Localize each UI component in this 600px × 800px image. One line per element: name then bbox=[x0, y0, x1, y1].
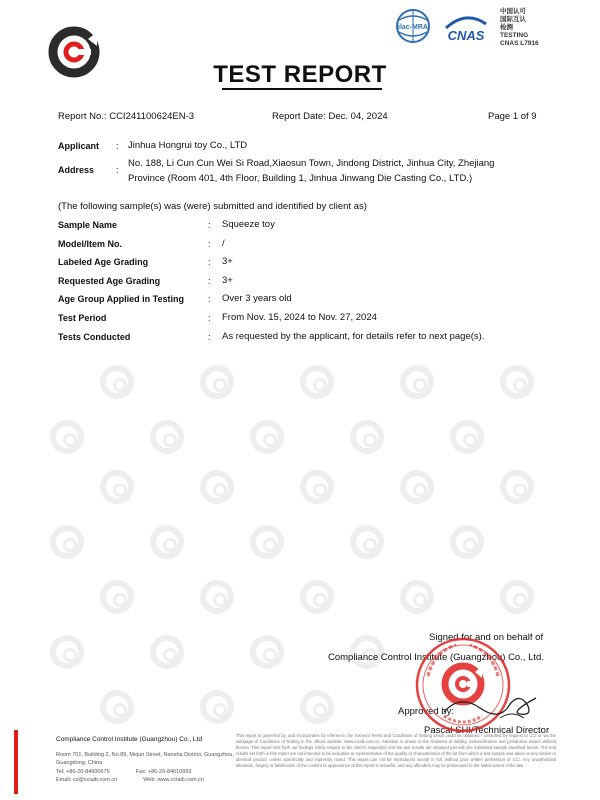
address-colon: : bbox=[116, 165, 119, 175]
sample-row-value: 3+ bbox=[222, 275, 233, 286]
footer-fax: Fax: +86-20-84610993 bbox=[135, 768, 192, 775]
sample-row-colon: : bbox=[208, 332, 211, 342]
watermark-icon bbox=[250, 525, 284, 559]
accreditation-number: CNAS L7916 bbox=[500, 40, 539, 47]
footer-company: Compliance Control Institute (Guangzhou) Co., Ltd bbox=[56, 736, 202, 743]
sample-row-value: As requested by the applicant, for details refer to next page(s). bbox=[222, 331, 485, 342]
page-title: TEST REPORT bbox=[213, 61, 387, 88]
sample-row-colon: : bbox=[208, 294, 211, 304]
footer-email[interactable]: Email: cs@cciaib.com.cn bbox=[56, 777, 118, 783]
watermark-icon bbox=[50, 525, 84, 559]
signed-on-behalf: Signed for and on behalf of bbox=[429, 632, 544, 643]
watermark-icon bbox=[450, 420, 484, 454]
sample-row-colon: : bbox=[208, 220, 211, 230]
watermark-icon bbox=[400, 580, 434, 614]
footer-tel: Tel: +86-20-84600675 bbox=[56, 768, 110, 775]
watermark-icon bbox=[500, 580, 534, 614]
watermark-icon bbox=[400, 365, 434, 399]
footer-accent-bar bbox=[14, 730, 18, 794]
ilac-mra-logo-icon bbox=[392, 8, 434, 48]
address-line: No. 188, Li Cun Cun Wei Si Road,Xiaosun Town, Jindong District, Jinhua City, Zhejiang bbox=[128, 158, 495, 169]
accreditation-cn-line: 检测 bbox=[500, 24, 513, 31]
watermark-icon bbox=[50, 420, 84, 454]
sample-row-label: Test Period bbox=[58, 313, 107, 323]
sample-row-value: From Nov. 15, 2024 to Nov. 27, 2024 bbox=[222, 312, 377, 323]
sample-row-colon: : bbox=[208, 276, 211, 286]
footer-address: Room 701, Building 2, No.89, Mejun Street, Nansha District, Guangzhou, bbox=[56, 751, 234, 758]
watermark-icon bbox=[150, 635, 184, 669]
title-underline bbox=[222, 88, 382, 90]
accreditation-cn-line: 中国认可 bbox=[500, 8, 526, 15]
watermark-icon bbox=[200, 690, 234, 724]
sample-row-label: Requested Age Grading bbox=[58, 276, 161, 286]
cnas-logo-icon bbox=[440, 12, 492, 46]
watermark-icon bbox=[300, 365, 334, 399]
sample-row-colon: : bbox=[208, 257, 211, 267]
handwritten-signature-icon bbox=[440, 688, 550, 724]
watermark-icon bbox=[100, 470, 134, 504]
watermark-icon bbox=[300, 690, 334, 724]
sample-row-value: / bbox=[222, 238, 225, 249]
footer-address: Guangdong, China bbox=[56, 760, 103, 766]
address-label: Address bbox=[58, 165, 95, 175]
watermark-icon bbox=[150, 525, 184, 559]
address-value bbox=[128, 156, 538, 186]
sample-row-label: Sample Name bbox=[58, 220, 118, 230]
sample-row-value: Over 3 years old bbox=[222, 293, 292, 304]
sample-row-colon: : bbox=[208, 313, 211, 323]
sample-row-colon: : bbox=[208, 239, 211, 249]
watermark-icon bbox=[250, 635, 284, 669]
watermark-icon bbox=[50, 635, 84, 669]
watermark-icon bbox=[300, 580, 334, 614]
applicant-colon: : bbox=[116, 141, 119, 151]
sample-row-label: Tests Conducted bbox=[58, 332, 131, 342]
sample-row-label: Model/Item No. bbox=[58, 239, 123, 249]
watermark-icon bbox=[100, 580, 134, 614]
watermark-icon bbox=[350, 525, 384, 559]
applicant-label: Applicant bbox=[58, 141, 100, 151]
accreditation-cn-line: 国际互认 bbox=[500, 16, 526, 23]
applicant-value: Jinhua Hongrui toy Co., LTD bbox=[128, 140, 248, 151]
watermark-icon bbox=[250, 420, 284, 454]
ilac-label: ilac-MRA bbox=[398, 24, 428, 31]
signer-name: Pascal SHI/Technical Director bbox=[424, 725, 550, 736]
watermark-icon bbox=[400, 470, 434, 504]
watermark-icon bbox=[200, 365, 234, 399]
report-number: Report No.: CCI241100624EN-3 bbox=[58, 111, 195, 122]
signing-company: Compliance Control Institute (Guangzhou) Co., Ltd. bbox=[328, 652, 544, 663]
accreditation-text bbox=[500, 8, 539, 48]
sample-intro: (The following sample(s) was (were) submitted and identified by client as) bbox=[58, 201, 367, 212]
accreditation-testing: TESTING bbox=[500, 32, 529, 39]
watermark-icon bbox=[300, 470, 334, 504]
watermark-icon bbox=[100, 690, 134, 724]
page-number: Page 1 of 9 bbox=[488, 111, 537, 122]
footer-web[interactable]: Web: www.cciaib.com.cn bbox=[143, 777, 204, 783]
watermark-icon bbox=[350, 420, 384, 454]
sample-row-label: Age Group Applied in Testing bbox=[58, 294, 184, 304]
sample-row-label: Labeled Age Grading bbox=[58, 257, 149, 267]
address-line: Province (Room 401, 4th Floor, Building 1, Jinhua Jinwang Die Casting Co., LTD.) bbox=[128, 173, 473, 184]
watermark-icon bbox=[200, 580, 234, 614]
watermark-icon bbox=[500, 365, 534, 399]
watermark-icon bbox=[150, 420, 184, 454]
watermark-icon bbox=[500, 470, 534, 504]
report-date: Report Date: Dec. 04, 2024 bbox=[272, 111, 388, 122]
sample-row-value: 3+ bbox=[222, 256, 233, 267]
sample-row-value: Squeeze toy bbox=[222, 219, 275, 230]
footer-disclaimer: This report is governed by, and incorporates by reference, the General Terms and Conditions of Testing which could be obtained / consulted by request to CCI or via the webpage of Conditions of Testing in the official website: www.cciaib.com.cn. Attention is drawn to the limitation of liability, indemnification and jurisdiction issues defined therein. This report sets forth our findings solely respect to the client's request(s) and the test results are obtained just with the submitted sample identified herein. The test results set forth in this report are not intended to be indicative or representative of the quality or characteristics of the lot from which a test sample was taken or any similar or identical product unless specifically and expressly noted. This report can not be reproduced except in full, without prior written permission of CCI. Any unauthorized alteration, forgery or falsification of the content or appearance of this report is unlawful, and any offenders may be prosecuted to the fullest extent of the law. bbox=[236, 733, 556, 768]
watermark-icon bbox=[450, 525, 484, 559]
watermark-icon bbox=[100, 365, 134, 399]
watermark-icon bbox=[200, 470, 234, 504]
cnas-label: CNAS bbox=[447, 28, 485, 43]
approved-by-label: Approved by: bbox=[398, 706, 454, 717]
footer-contact bbox=[56, 736, 234, 785]
